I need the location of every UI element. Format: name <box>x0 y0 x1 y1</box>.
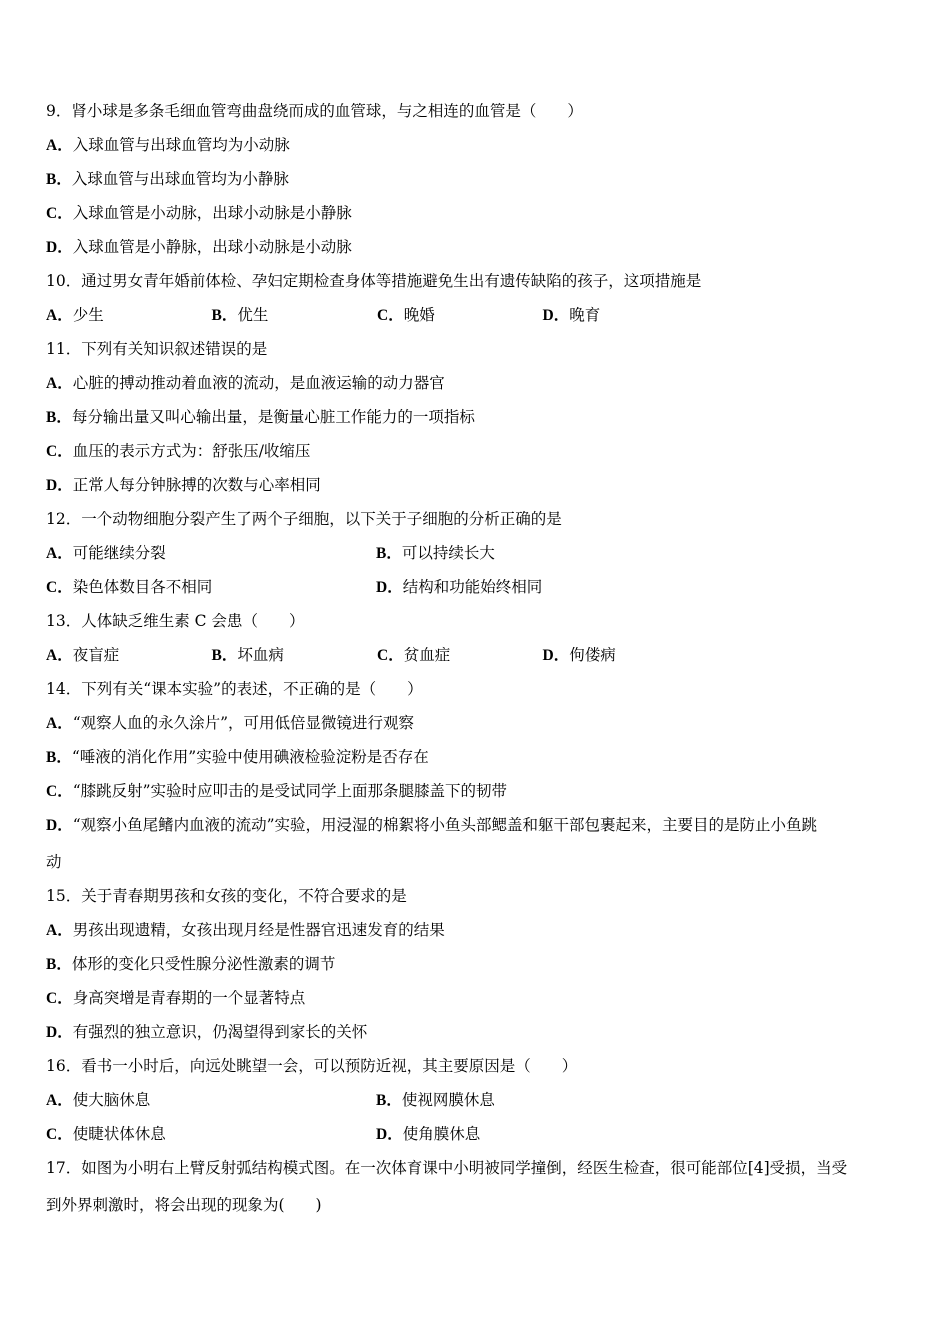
option-13a: A．夜盲症 <box>46 646 120 664</box>
question-15-stem: 15．关于青春期男孩和女孩的变化，不符合要求的是 <box>46 887 407 905</box>
option-11d: D．正常人每分钟脉搏的次数与心率相同 <box>46 476 321 494</box>
question-12-options-row1 <box>46 540 916 574</box>
option-14a: A．“观察人血的永久涂片”，可用低倍显微镜进行观察 <box>46 714 415 732</box>
option-13d: D．佝偻病 <box>542 646 616 664</box>
question-14-stem: 14．下列有关“课本实验”的表述，不正确的是（ ） <box>46 680 423 698</box>
exam-page <box>46 98 916 1226</box>
question-16-options-row2 <box>46 1121 916 1155</box>
question-13-stem: 13．人体缺乏维生素 C 会患（ ） <box>46 612 305 630</box>
option-14b: B．“唾液的消化作用”实验中使用碘液检验淀粉是否存在 <box>46 748 429 766</box>
question-10-options <box>46 302 916 336</box>
option-10b: B．优生 <box>211 306 269 324</box>
question-12-stem: 12．一个动物细胞分裂产生了两个子细胞，以下关于子细胞的分析正确的是 <box>46 510 562 528</box>
question-17-stem: 17．如图为小明右上臂反射弧结构模式图。在一次体育课中小明被同学撞倒，经医生检查，很可能部位[4]受损，当受 <box>46 1159 848 1177</box>
option-9d: D．入球血管是小静脉，出球小动脉是小动脉 <box>46 238 352 256</box>
option-9a: A．入球血管与出球血管均为小动脉 <box>46 136 290 154</box>
option-11c: C．血压的表示方式为：舒张压/收缩压 <box>46 442 311 460</box>
option-15c: C．身高突增是青春期的一个显著特点 <box>46 989 306 1007</box>
option-10d: D．晚育 <box>542 306 601 324</box>
question-11-stem: 11．下列有关知识叙述错误的是 <box>46 340 268 358</box>
question-9-stem: 9．肾小球是多条毛细血管弯曲盘绕而成的血管球，与之相连的血管是（ ） <box>46 102 583 120</box>
question-12-options-row2 <box>46 574 916 608</box>
option-15b: B．体形的变化只受性腺分泌性激素的调节 <box>46 955 336 973</box>
option-10c: C．晚婚 <box>377 306 435 324</box>
option-12a: A．可能继续分裂 <box>46 544 166 562</box>
option-16b: B．使视网膜休息 <box>376 1091 495 1109</box>
question-16-stem: 16．看书一小时后，向远处眺望一会，可以预防近视，其主要原因是（ ） <box>46 1057 578 1075</box>
option-10a: A．少生 <box>46 306 104 324</box>
option-16c: C．使睫状体休息 <box>46 1125 166 1143</box>
option-11b: B．每分输出量又叫心输出量，是衡量心脏工作能力的一项指标 <box>46 408 475 426</box>
option-12b: B．可以持续长大 <box>376 544 495 562</box>
option-15a: A．男孩出现遗精，女孩出现月经是性器官迅速发育的结果 <box>46 921 445 939</box>
question-13-options <box>46 642 916 676</box>
option-9c: C．入球血管是小动脉，出球小动脉是小静脉 <box>46 204 352 222</box>
option-16a: A．使大脑休息 <box>46 1091 151 1109</box>
option-14d-continuation: 动 <box>46 853 62 871</box>
option-14d: D．“观察小鱼尾鳍内血液的流动”实验，用浸湿的棉絮将小鱼头部鳃盖和躯干部包裹起来，主要目的是防止小鱼跳 <box>46 816 818 834</box>
option-13c: C．贫血症 <box>377 646 451 664</box>
option-11a: A．心脏的搏动推动着血液的流动，是血液运输的动力器官 <box>46 374 445 392</box>
option-13b: B．坏血病 <box>211 646 284 664</box>
option-14c: C．“膝跳反射”实验时应叩击的是受试同学上面那条腿膝盖下的韧带 <box>46 782 508 800</box>
option-16d: D．使角膜休息 <box>376 1125 481 1143</box>
option-12c: C．染色体数目各不相同 <box>46 578 213 596</box>
question-10-stem: 10．通过男女青年婚前体检、孕妇定期检查身体等措施避免生出有遗传缺陷的孩子，这项措施是 <box>46 272 702 290</box>
option-15d: D．有强烈的独立意识，仍渴望得到家长的关怀 <box>46 1023 368 1041</box>
question-16-options-row1 <box>46 1087 916 1121</box>
option-12d: D．结构和功能始终相同 <box>376 578 543 596</box>
option-9b: B．入球血管与出球血管均为小静脉 <box>46 170 289 188</box>
question-17-stem-continuation: 到外界刺激时，将会出现的现象为( ) <box>46 1196 322 1214</box>
